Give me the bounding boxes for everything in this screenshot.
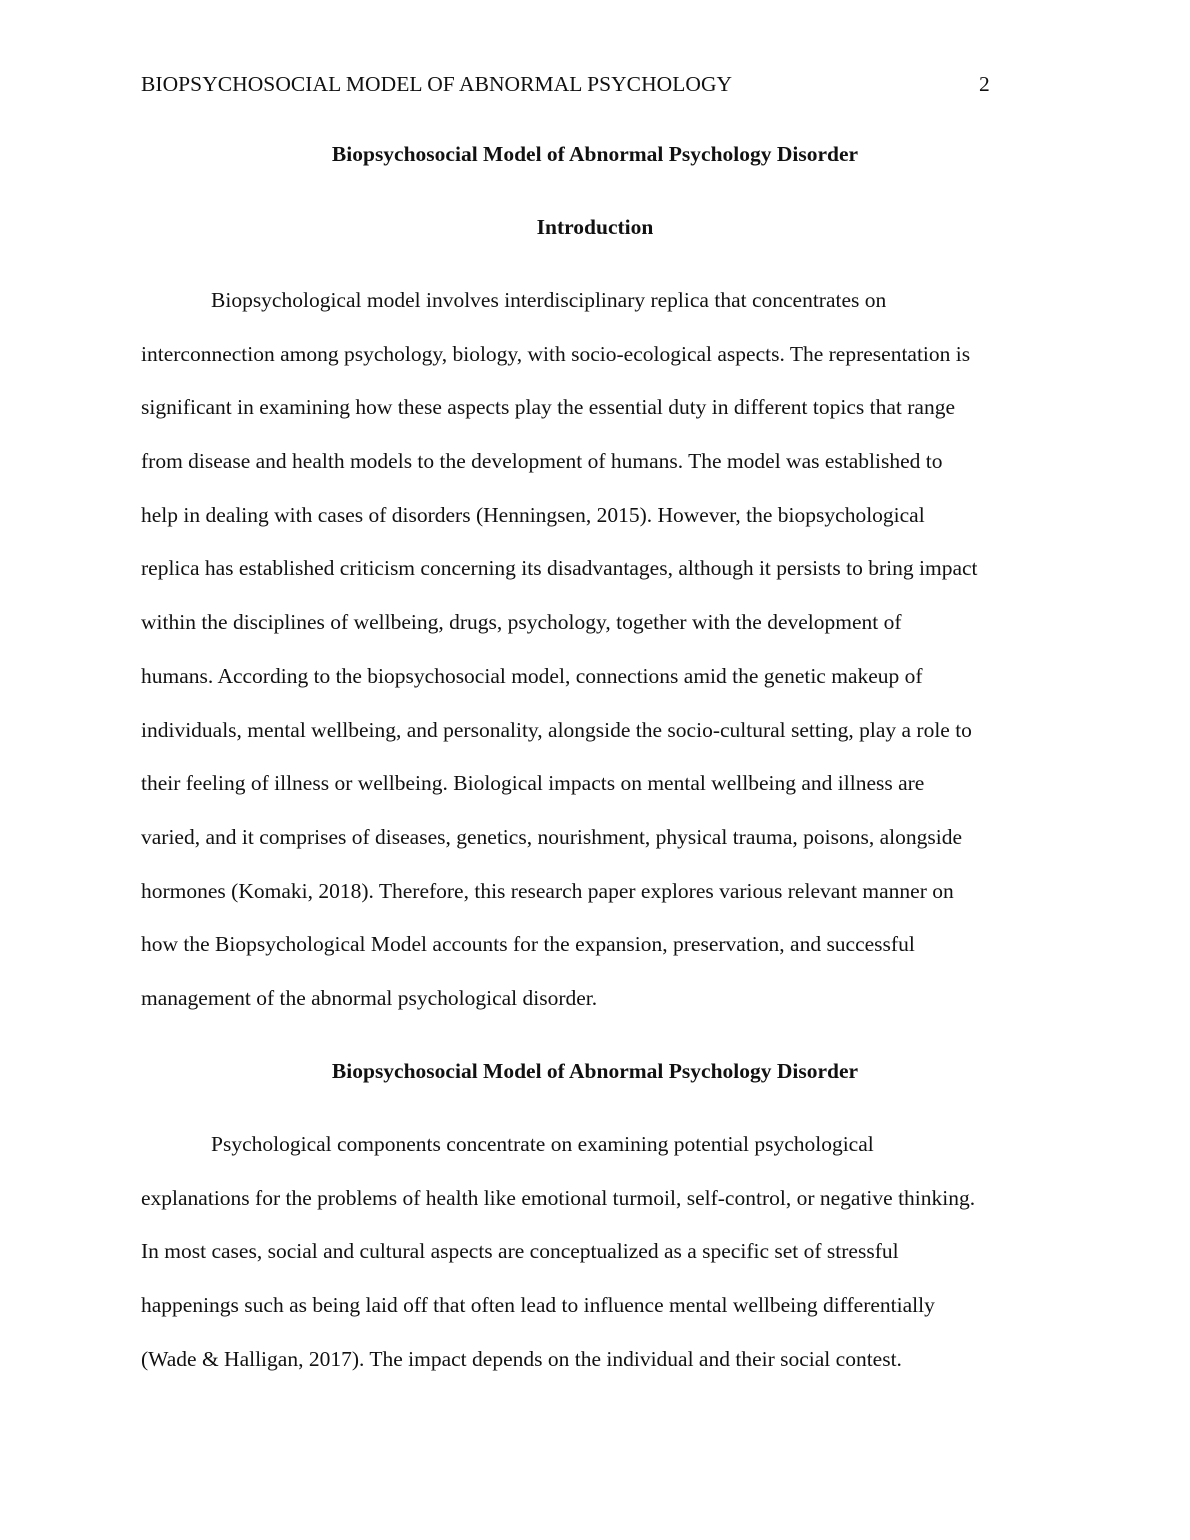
paragraph-line: (Wade & Halligan, 2017). The impact depends on the individual and their social contest.	[141, 1346, 902, 1371]
introduction-heading: Introduction	[536, 215, 654, 239]
paragraph-line: explanations for the problems of health like emotional turmoil, self-control, or negative thinking.	[141, 1185, 976, 1210]
section-paragraph	[141, 1130, 1051, 1398]
paragraph-line: humans. According to the biopsychosocial model, connections amid the genetic makeup of	[141, 663, 923, 688]
paragraph-line: hormones (Komaki, 2018). Therefore, this research paper explores various relevant manner on	[141, 878, 954, 903]
paragraph-line: within the disciplines of wellbeing, drugs, psychology, together with the development of	[141, 610, 902, 635]
paragraph-line: Psychological components concentrate on examining potential psychological	[211, 1132, 874, 1156]
paragraph-line: Biopsychological model involves interdisciplinary replica that concentrates on	[211, 288, 887, 312]
page-number: 2	[979, 72, 990, 96]
paragraph-line: In most cases, social and cultural aspects are conceptualized as a specific set of stressful	[141, 1239, 899, 1264]
introduction-paragraph	[141, 286, 1051, 1038]
paragraph-line: varied, and it comprises of diseases, genetics, nourishment, physical trauma, poisons, alongside	[141, 824, 962, 849]
paragraph-line: help in dealing with cases of disorders (Henningsen, 2015). However, the biopsychological	[141, 502, 925, 527]
paragraph-line: their feeling of illness or wellbeing. Biological impacts on mental wellbeing and illness are	[141, 771, 925, 796]
paragraph-line: significant in examining how these aspects play the essential duty in different topics that range	[141, 395, 955, 420]
paragraph-line: from disease and health models to the development of humans. The model was established to	[141, 449, 943, 474]
running-head: BIOPSYCHOSOCIAL MODEL OF ABNORMAL PSYCHOLOGY	[141, 72, 733, 96]
paper-title: Biopsychosocial Model of Abnormal Psychology Disorder	[331, 142, 859, 166]
paragraph-line: replica has established criticism concerning its disadvantages, although it persists to bring impact	[141, 556, 978, 581]
paragraph-line: how the Biopsychological Model accounts for the expansion, preservation, and successful	[141, 932, 915, 957]
paragraph-line: interconnection among psychology, biology, with socio-ecological aspects. The representation is	[141, 341, 971, 366]
paragraph-line: management of the abnormal psychological disorder.	[141, 985, 598, 1010]
paragraph-line: individuals, mental wellbeing, and personality, alongside the socio-cultural setting, play a role to	[141, 717, 972, 742]
paragraph-line: happenings such as being laid off that often lead to influence mental wellbeing differentially	[141, 1293, 935, 1318]
section-heading: Biopsychosocial Model of Abnormal Psychology Disorder	[331, 1059, 859, 1083]
